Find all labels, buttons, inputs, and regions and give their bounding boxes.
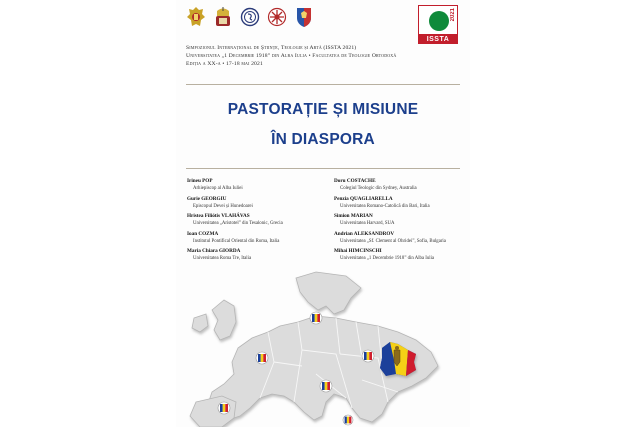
location-pin bbox=[343, 415, 353, 425]
symposium-poster bbox=[176, 0, 470, 427]
speaker-item bbox=[187, 196, 319, 214]
speaker-name: Gurie GEORGIU bbox=[187, 195, 227, 202]
speaker-item bbox=[334, 248, 466, 266]
europe-map bbox=[176, 270, 470, 427]
location-pin bbox=[256, 352, 268, 364]
speaker-name: Hristea Filiótis VLAHÁVAS bbox=[187, 213, 250, 220]
speaker-item bbox=[334, 178, 466, 196]
speaker-item bbox=[334, 196, 466, 214]
speakers-list bbox=[176, 178, 470, 270]
speaker-affiliation: Universitatea „1 Decembrie 1918” din Alba Iulia bbox=[340, 256, 435, 262]
great-britain-shape bbox=[212, 300, 236, 340]
speaker-affiliation: Universitatea Roma Tre, Italia bbox=[193, 256, 252, 262]
speakers-column-left bbox=[187, 178, 319, 266]
ireland-shape bbox=[192, 314, 208, 332]
event-dates: Ediția a XX-a • 17-18 mai 2021 bbox=[186, 61, 263, 68]
speaker-name: Irineu POP bbox=[187, 178, 213, 184]
location-pin bbox=[320, 380, 332, 392]
issta-logo-frame bbox=[418, 5, 458, 35]
issta-year: 2021 bbox=[450, 8, 456, 22]
speaker-affiliation: Universitatea „Aristotel” din Tesalonic, Grecia bbox=[193, 221, 283, 227]
location-pin bbox=[218, 402, 230, 414]
title-line-1: PASTORAȚIE ȘI MISIUNE bbox=[227, 101, 419, 118]
event-name: Simpozionul Internațional de Științe, Teologie și Artă (ISSTA 2021) bbox=[186, 45, 357, 51]
coat-of-arms-icon bbox=[186, 6, 206, 28]
issta-logo bbox=[418, 5, 458, 43]
speaker-name: Andrian ALEKSANDROV bbox=[334, 230, 395, 237]
speaker-affiliation: Colegiul Teologic din Sydney, Australia bbox=[340, 186, 417, 191]
header-divider bbox=[186, 84, 460, 85]
speaker-affiliation: Universitatea „Sf. Clement al Ohridei”, Sofia, Bulgaria bbox=[340, 238, 446, 244]
speakers-column-right bbox=[334, 178, 466, 266]
red-cross-seal-icon bbox=[267, 6, 287, 28]
university-emblem-icon bbox=[240, 6, 260, 28]
speaker-item bbox=[334, 213, 466, 231]
speaker-name: Ioan COZMA bbox=[187, 230, 219, 237]
speaker-affiliation: Institutul Pontifical Oriental din Roma, Italia bbox=[193, 238, 280, 244]
speaker-affiliation: Universitatea Harvard, SUA bbox=[340, 221, 395, 227]
speaker-item bbox=[187, 231, 319, 249]
title-divider bbox=[186, 168, 460, 169]
speaker-item bbox=[187, 178, 319, 196]
speaker-name: Mihai HIMCINSCHI bbox=[334, 248, 382, 255]
logos-row bbox=[186, 6, 314, 28]
location-pin bbox=[310, 312, 322, 324]
speaker-name: Maria Chiara GIORDA bbox=[187, 248, 241, 255]
speaker-item bbox=[187, 248, 319, 266]
title-line-2: ÎN DIASPORA bbox=[271, 131, 375, 148]
speaker-name: Simion MARIAN bbox=[334, 213, 373, 220]
shield-crest-icon bbox=[294, 6, 314, 28]
speaker-affiliation: Universitatea Romano-Catolică din Bari, Italia bbox=[340, 203, 430, 209]
event-organizers: Universitatea „1 Decembrie 1918” din Alba Iulia • Facultatea de Teologie Ortodoxă bbox=[186, 53, 397, 60]
speaker-name: Penzia QUAGLIARELLA bbox=[334, 195, 393, 202]
speaker-affiliation: Arhiepiscop al Alba Iuliei bbox=[193, 186, 243, 191]
issta-label: ISSTA bbox=[418, 35, 458, 44]
mitre-crest-icon bbox=[213, 6, 233, 28]
event-header bbox=[186, 44, 456, 69]
speaker-affiliation: Episcopul Devei și Hunedoarei bbox=[193, 203, 253, 209]
speaker-name: Doru COSTACHE bbox=[334, 178, 376, 184]
location-pin bbox=[362, 350, 374, 362]
scandinavia-shape bbox=[296, 272, 361, 314]
speaker-item bbox=[334, 231, 466, 249]
speaker-item bbox=[187, 213, 319, 231]
